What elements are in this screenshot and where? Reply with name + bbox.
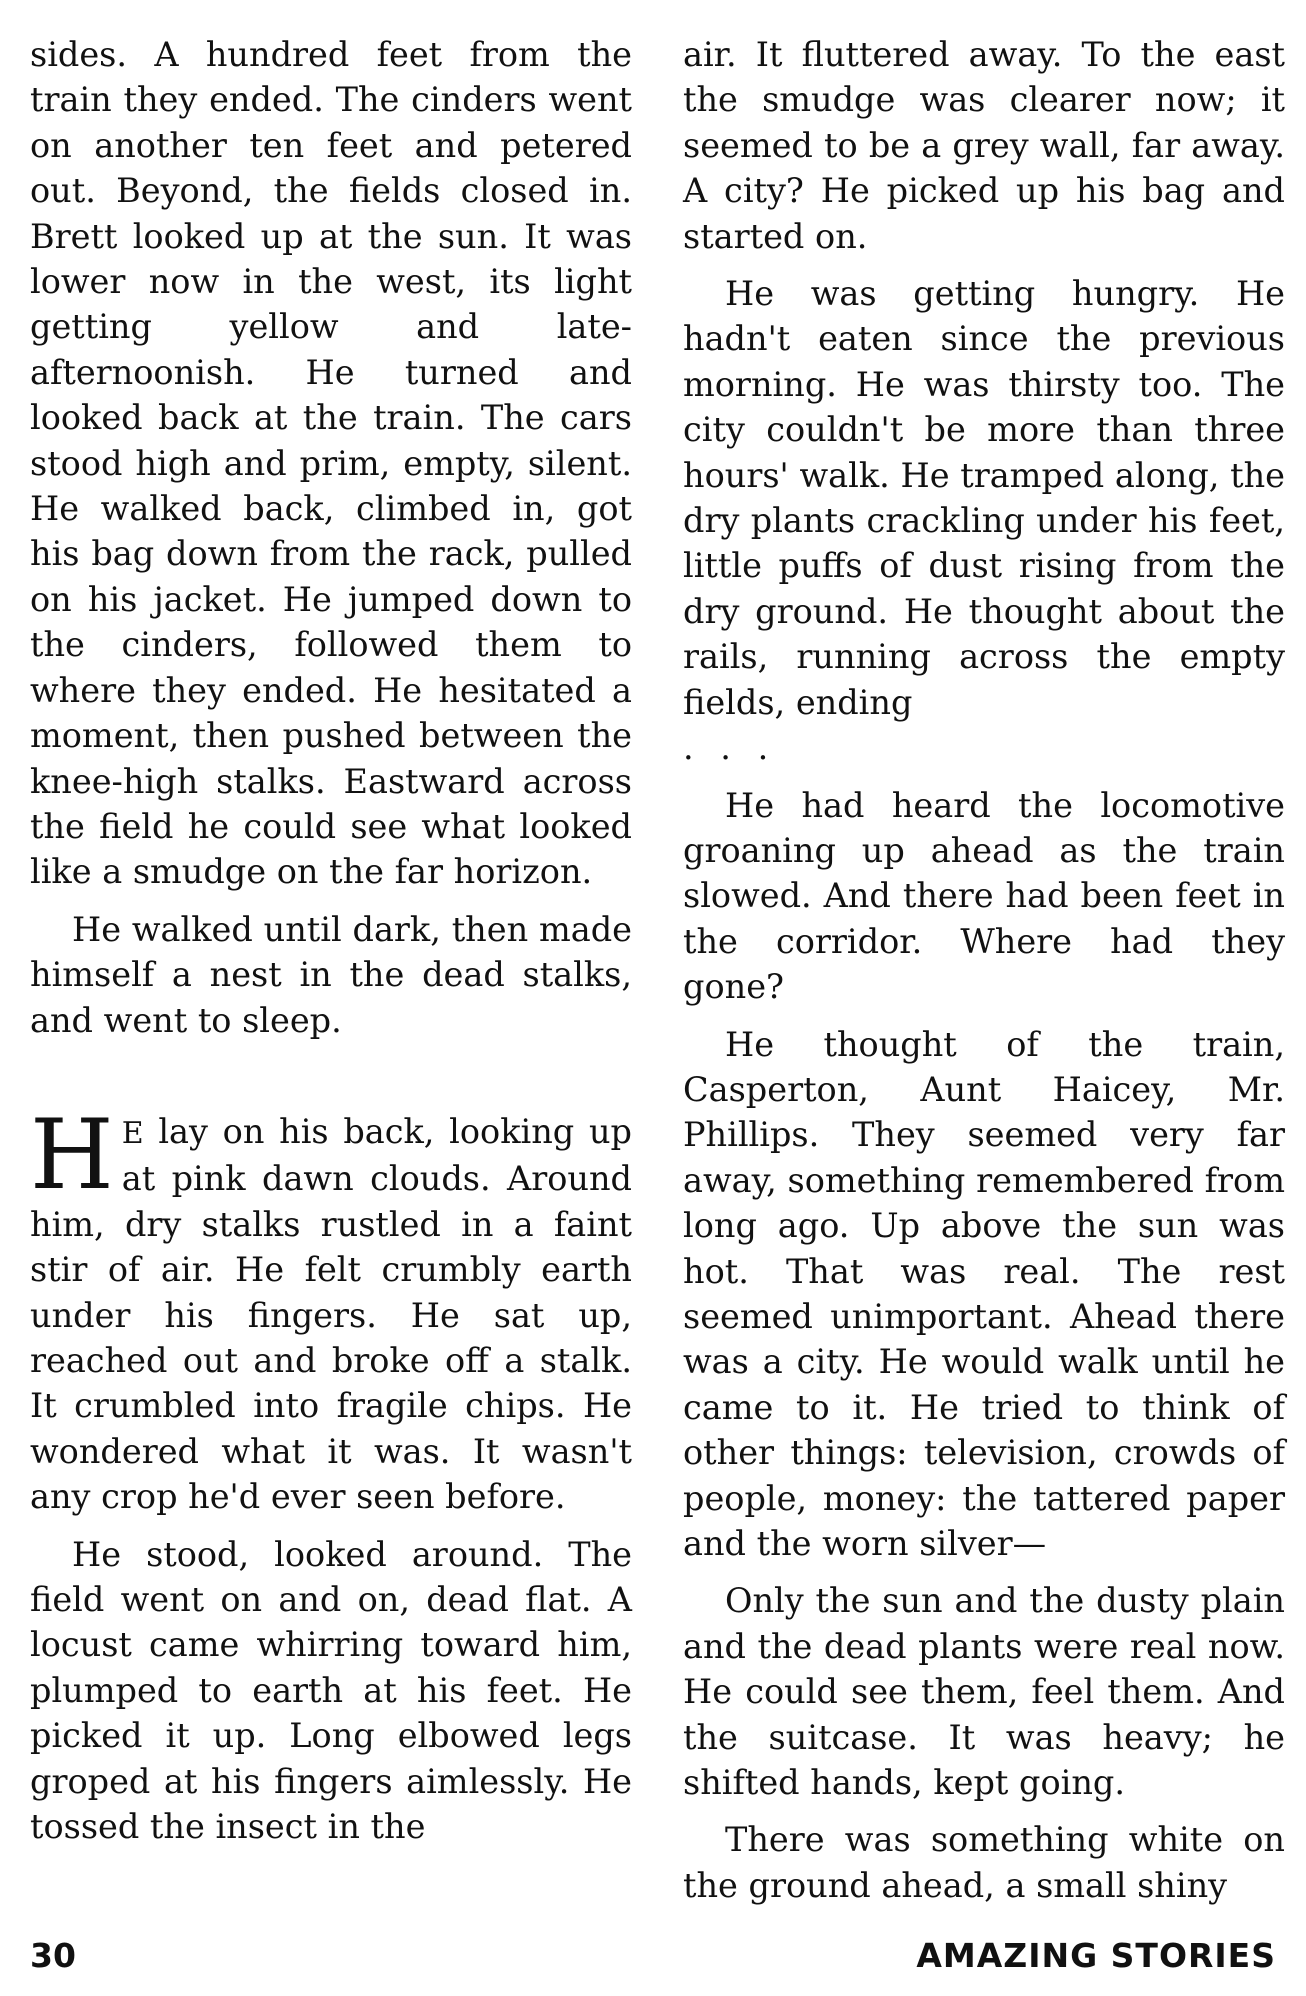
paragraph: He was getting hungry. He hadn't eaten since the previous morning. He was thirsty too. The city couldn't be more than three hours' walk. He tramped along, the dry plants crackling under his feet, little puffs of dust rising from the dry ground. He thought about the rails, running across the empty fields, ending <box>683 274 1285 722</box>
drop-cap-continuation: E <box>121 1115 144 1151</box>
paragraph: He had heard the locomotive groaning up ahead as the train slowed. And there had been feet in the corridor. Where had they gone? <box>683 785 1285 1007</box>
paragraph: air. It fluttered away. To the east the smudge was clearer now; it seemed to be a grey wall, far away. A city? He picked up his bag and started on. <box>683 35 1285 256</box>
paragraph: He thought of the train, Casperton, Aunt Haicey, Mr. Phillips. They seemed very far away, something remembered from long ago. Up above the sun was hot. That was real. The rest seemed unimportant. Ahead there was a city. He would walk until he came to it. He tried to think of other things: television, crowds of people, money: the tattered paper and the worn silver— <box>683 1024 1285 1563</box>
left-column <box>30 32 632 1861</box>
page-number: 30 <box>30 1936 76 1975</box>
paragraph-text: lay on his back, looking up at pink dawn clouds. Around him, dry stalks rustled in a faint stir of air. He felt crumbly earth under his fingers. He sat up, reached out and broke off a stalk. It crumbled into fragile chips. He wondered what it was. It wasn't any crop he'd ever seen before. <box>30 1111 632 1517</box>
paragraph: He stood, looked around. The field went on and on, dead flat. A locust came whirring toward him, plumped to earth at his feet. He picked it up. Long elbowed legs groped at his fingers aimlessly. He tossed the insect in the <box>30 1534 632 1847</box>
running-footer-title: AMAZING STORIES <box>916 1936 1276 1975</box>
drop-cap: H <box>30 1098 114 1211</box>
paragraph: Only the sun and the dusty plain and the dead plants were real now. He could see them, feel them. And the suitcase. It was heavy; he shifted hands, kept going. <box>683 1581 1285 1803</box>
paragraph: He walked until dark, then made himself a nest in the dead stalks, and went to sleep. <box>30 909 632 1040</box>
ellipsis: . . . <box>683 728 777 768</box>
section-break <box>30 1055 632 1109</box>
section-opening-paragraph <box>30 1098 632 1520</box>
paragraph: There was something white on the ground ahead, a small shiny <box>683 1820 1285 1905</box>
right-column <box>683 32 1285 1920</box>
paragraph: sides. A hundred feet from the train they ended. The cinders went on another ten feet and petered out. Beyond, the fields closed in. Brett looked up at the sun. It was lower now in the west, its light getting yellow and late-afternoonish. He turned and looked back at the train. The cars stood high and prim, empty, silent. He walked back, climbed in, got his bag down from the rack, pulled on his jacket. He jumped down to the cinders, followed them to where they ended. He hesitated a moment, then pushed between the knee-high stalks. Eastward across the field he could see what looked like a smudge on the far horizon. <box>30 35 632 892</box>
